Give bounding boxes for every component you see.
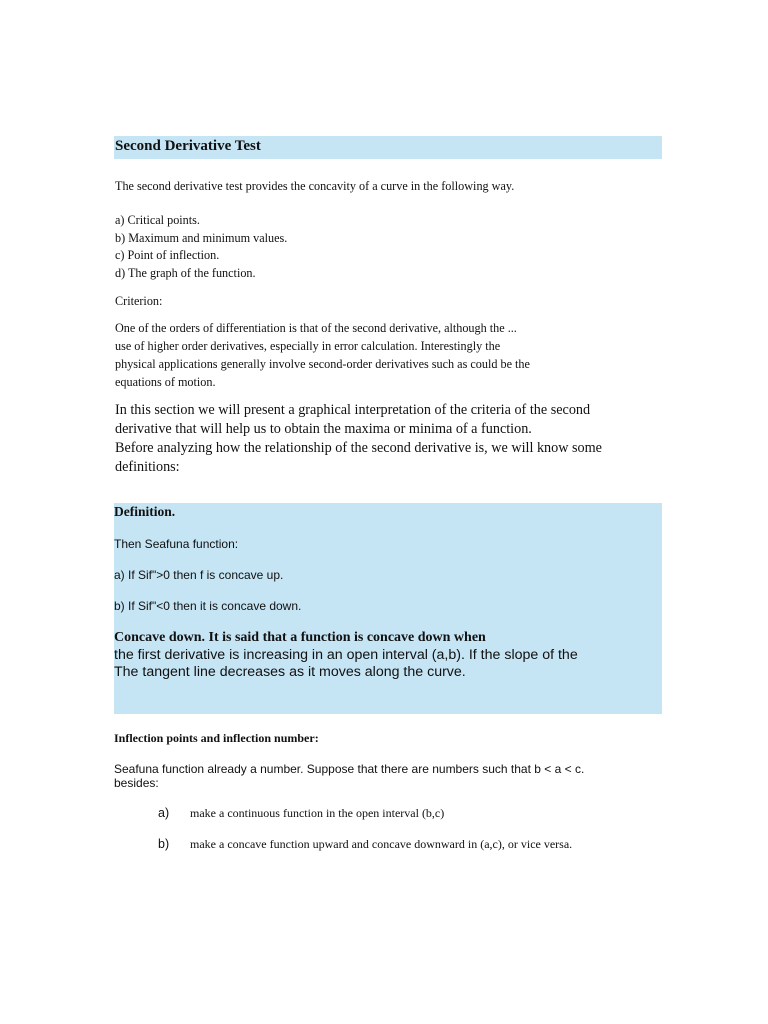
- section-line-2: derivative that will help us to obtain the maxima or minima of a function.: [115, 421, 532, 437]
- section-line-4: definitions:: [115, 459, 180, 475]
- criterion-line-2: use of higher order derivatives, especially in error calculation. Interestingly the: [115, 339, 501, 353]
- criterion-line-1: One of the orders of differentiation is that of the second derivative, although the ...: [115, 321, 517, 335]
- inflection-item-b-label: b): [158, 837, 170, 851]
- inflection-item-a-label: a): [158, 806, 170, 820]
- page-title: Second Derivative Test: [115, 138, 261, 154]
- inflection-line-1: Seafuna function already a number. Suppose that there are numbers such that b < a < c.: [114, 762, 585, 776]
- inflection-item-b-text: make a concave function upward and concave downward in (a,c), or vice versa.: [190, 837, 573, 851]
- definition-line-3: b) If Sif"<0 then it is concave down.: [114, 599, 302, 613]
- concave-down-line-2: The tangent line decreases as it moves along the curve.: [114, 664, 466, 680]
- criterion-label: Criterion:: [115, 294, 163, 308]
- list-item-d: d) The graph of the function.: [115, 266, 256, 280]
- definition-title: Definition.: [114, 504, 176, 519]
- definition-line-1: Then Seafuna function:: [114, 537, 239, 551]
- definition-line-2: a) If Sif">0 then f is concave up.: [114, 568, 284, 582]
- list-item-a: a) Critical points.: [115, 213, 200, 227]
- concave-down-heading: Concave down. It is said that a function is concave down when: [114, 630, 486, 645]
- criterion-line-3: physical applications generally involve second-order derivatives such as could be the: [115, 357, 530, 371]
- list-item-c: c) Point of inflection.: [115, 248, 220, 262]
- section-line-3: Before analyzing how the relationship of the second derivative is, we will know some: [115, 440, 602, 456]
- inflection-item-a-text: make a continuous function in the open interval (b,c): [190, 806, 445, 820]
- section-line-1: In this section we will present a graphical interpretation of the criteria of the second: [115, 402, 591, 418]
- intro-paragraph: The second derivative test provides the concavity of a curve in the following way.: [115, 179, 515, 193]
- inflection-line-2: besides:: [114, 776, 159, 790]
- criterion-line-4: equations of motion.: [115, 375, 216, 389]
- inflection-title: Inflection points and inflection number:: [114, 731, 319, 745]
- concave-down-line-1: the first derivative is increasing in an open interval (a,b). If the slope of the: [114, 647, 578, 663]
- list-item-b: b) Maximum and minimum values.: [115, 231, 288, 245]
